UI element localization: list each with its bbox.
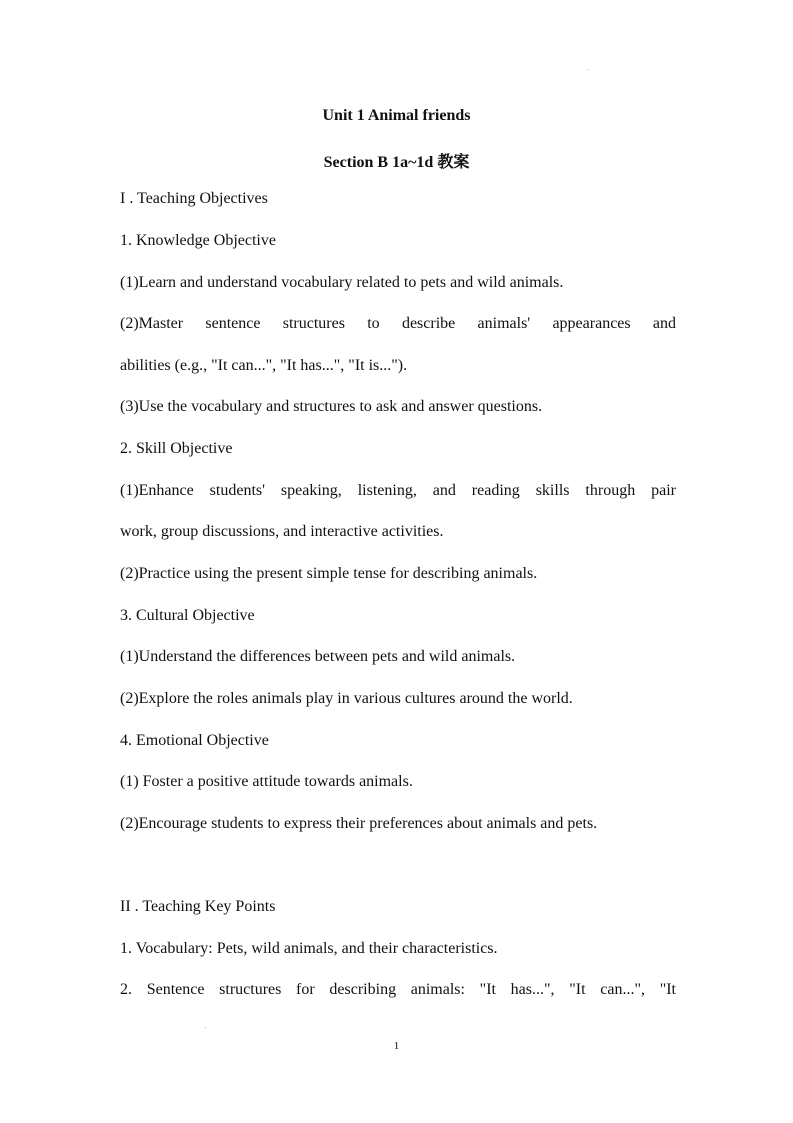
knowledge-objective-item-2-line-1: (2)Master sentence structures to describe animals' appearances and	[120, 315, 676, 332]
emotional-objective-heading: 4. Emotional Objective	[120, 732, 269, 749]
skill-objective-item-2: (2)Practice using the present simple tense for describing animals.	[120, 565, 538, 582]
key-point-item-2-line-1: 2. Sentence structures for describing animals: "It has...", "It can...", "It	[120, 981, 676, 998]
knowledge-objective-heading: 1. Knowledge Objective	[120, 232, 276, 249]
emotional-objective-item-1: (1) Foster a positive attitude towards animals.	[120, 773, 413, 790]
cultural-objective-item-1: (1)Understand the differences between pets and wild animals.	[120, 648, 516, 665]
cultural-objective-item-2: (2)Explore the roles animals play in various cultures around the world.	[120, 690, 573, 707]
knowledge-objective-item-1: (1)Learn and understand vocabulary related to pets and wild animals.	[120, 274, 564, 291]
section-heading-objectives: I . Teaching Objectives	[120, 190, 268, 207]
skill-objective-item-1-line-1: (1)Enhance students' speaking, listening, and reading skills through pair	[120, 482, 676, 499]
knowledge-objective-item-3: (3)Use the vocabulary and structures to ask and answer questions.	[120, 398, 543, 415]
section-heading-key-points: II . Teaching Key Points	[120, 898, 276, 915]
key-point-item-1: 1. Vocabulary: Pets, wild animals, and their characteristics.	[120, 940, 498, 957]
document-subtitle: Section B 1a~1d 教案	[323, 154, 470, 171]
emotional-objective-item-2: (2)Encourage students to express their preferences about animals and pets.	[120, 815, 598, 832]
scan-speck	[205, 1027, 206, 1028]
cultural-objective-heading: 3. Cultural Objective	[120, 607, 255, 624]
knowledge-objective-item-2-line-2: abilities (e.g., "It can...", "It has...", "It is...").	[120, 357, 408, 374]
scan-speck	[588, 69, 589, 70]
document-title: Unit 1 Animal friends	[322, 107, 471, 124]
page-number: 1	[393, 1040, 400, 1052]
skill-objective-heading: 2. Skill Objective	[120, 440, 233, 457]
skill-objective-item-1-line-2: work, group discussions, and interactive activities.	[120, 523, 444, 540]
